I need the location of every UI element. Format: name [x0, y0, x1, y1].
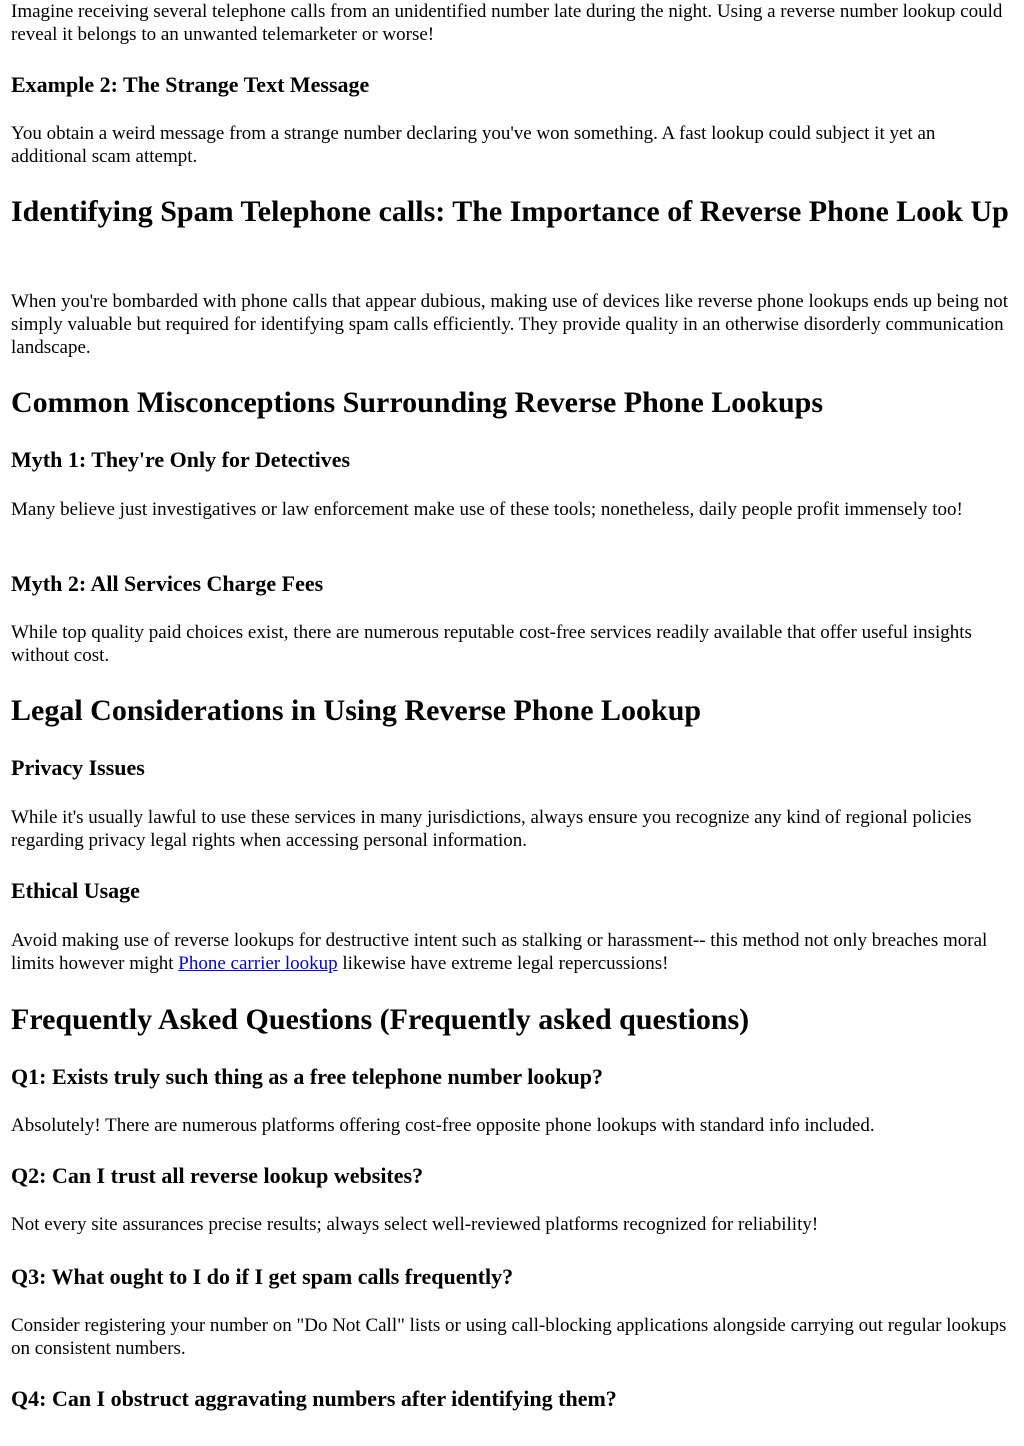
privacy-heading: Privacy Issues	[11, 755, 145, 780]
phone-carrier-lookup-link[interactable]: Phone carrier lookup	[178, 953, 338, 974]
example-2-heading: Example 2: The Strange Text Message	[11, 72, 370, 97]
faq-heading: Frequently Asked Questions (Frequently asked questions)	[11, 1003, 750, 1036]
faq-q3-answer: Consider registering your number on "Do Not Call" lists or using call-blocking applications alongside carrying out regular lookups on consistent numbers.	[11, 1315, 1007, 1359]
faq-q3-question: Q3: What ought to I do if I get spam calls frequently?	[11, 1264, 514, 1289]
faq-q1-question: Q1: Exists truly such thing as a free telephone number lookup?	[11, 1064, 604, 1089]
myth-1-heading: Myth 1: They're Only for Detectives	[11, 447, 351, 472]
myth-1-paragraph: Many believe just investigatives or law enforcement make use of these tools; nonetheless, daily people profit immensely too!	[11, 499, 963, 520]
spam-calls-paragraph: When you're bombarded with phone calls that appear dubious, making use of devices like reverse phone lookups ends up being not simply valuable but required for identifying spam calls efficiently. They provide quality in an otherwise disorderly communication landscape.	[11, 291, 1008, 358]
faq-q4-question: Q4: Can I obstruct aggravating numbers after identifying them?	[11, 1386, 617, 1411]
misconceptions-heading: Common Misconceptions Surrounding Reverse Phone Lookups	[11, 386, 824, 419]
spam-calls-heading: Identifying Spam Telephone calls: The Importance of Reverse Phone Look Up	[11, 195, 1009, 228]
example-2-paragraph: You obtain a weird message from a strange number declaring you've won something. A fast lookup could subject it yet an additional scam attempt.	[11, 123, 936, 167]
intro-paragraph: Imagine receiving several telephone calls from an unidentified number late during the night. Using a reverse number lookup could reveal it belongs to an unwanted telemarketer or worse!	[11, 1, 1003, 45]
myth-2-heading: Myth 2: All Services Charge Fees	[11, 571, 324, 596]
ethical-paragraph	[11, 929, 1014, 975]
ethical-heading: Ethical Usage	[11, 878, 140, 903]
ethical-text-after: likewise have extreme legal repercussions!	[337, 953, 669, 974]
faq-q2-question: Q2: Can I trust all reverse lookup websites?	[11, 1163, 424, 1188]
ethical-text-before: Avoid making use of reverse lookups for destructive intent such as stalking or harassment-- this method not only breaches moral limits however might	[11, 930, 988, 974]
privacy-paragraph: While it's usually lawful to use these services in many jurisdictions, always ensure you recognize any kind of regional policies regarding privacy legal rights when accessing personal information.	[11, 807, 972, 851]
faq-q1-answer: Absolutely! There are numerous platforms offering cost-free opposite phone lookups with standard info included.	[11, 1115, 875, 1136]
faq-q2-answer: Not every site assurances precise results; always select well-reviewed platforms recognized for reliability!	[11, 1214, 819, 1235]
myth-2-paragraph: While top quality paid choices exist, there are numerous reputable cost-free services readily available that offer useful insights without cost.	[11, 622, 972, 666]
legal-heading: Legal Considerations in Using Reverse Phone Lookup	[11, 694, 702, 727]
